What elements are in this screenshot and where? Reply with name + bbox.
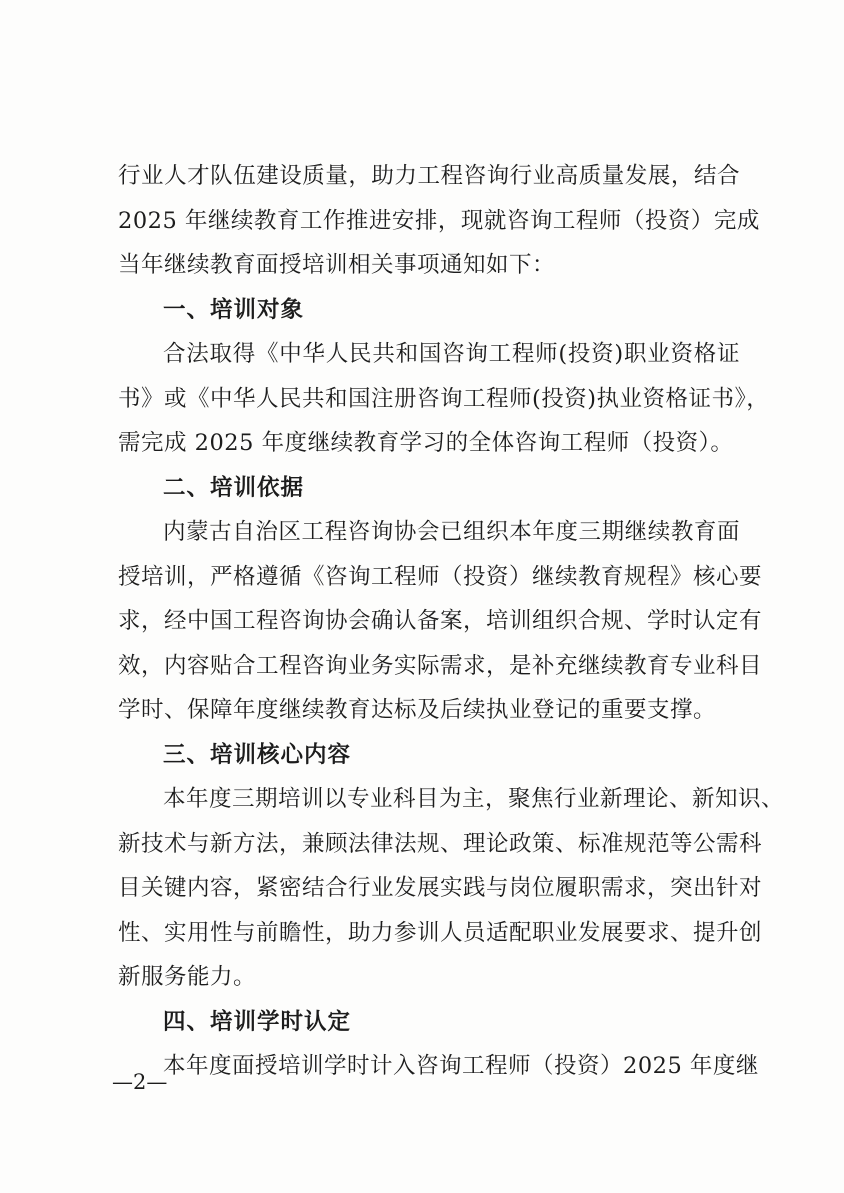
paragraph-line: 性、实用性与前瞻性，助力参训人员适配职业发展要求、提升创 (118, 919, 763, 946)
section-heading: 三、培训核心内容 (163, 741, 352, 768)
paragraph-line: 当年继续教育面授培训相关事项通知如下： (118, 252, 556, 278)
page-number: —2— (112, 1070, 168, 1094)
section-heading: 四、培训学时认定 (163, 1008, 352, 1035)
document-body (118, 154, 785, 1089)
paragraph-line: 新技术与新方法，兼顾法律法规、理论政策、标准规范等公需科 (118, 830, 763, 857)
paragraph-line: 效，内容贴合工程咨询业务实际需求，是补充继续教育专业科目 (118, 652, 763, 679)
paragraph-line: 需完成 2025 年度继续教育学习的全体咨询工程师（投资）。 (118, 430, 734, 456)
paragraph-line: 求，经中国工程咨询协会确认备案，培训组织合规、学时认定有 (118, 608, 763, 634)
paragraph-line: 授培训，严格遵循《咨询工程师（投资）继续教育规程》核心要 (118, 563, 763, 590)
paragraph-line: 书》或《中华人民共和国注册咨询工程师(投资)执业资格证书》， (118, 385, 770, 412)
paragraph-line: 本年度面授培训学时计入咨询工程师（投资）2025 年度继 (163, 1053, 759, 1079)
paragraph-line: 学时、保障年度继续教育达标及后续执业登记的重要支撑。 (118, 697, 717, 723)
paragraph-line: 行业人才队伍建设质量，助力工程咨询行业高质量发展，结合 (118, 163, 740, 189)
section-heading: 一、培训对象 (163, 296, 305, 323)
paragraph-line: 2025 年继续教育工作推进安排，现就咨询工程师（投资）完成 (118, 207, 760, 234)
paragraph-line: 新服务能力。 (118, 964, 257, 990)
section-heading: 二、培训依据 (163, 474, 305, 501)
paragraph-line: 内蒙古自治区工程咨询协会已组织本年度三期继续教育面 (163, 519, 740, 545)
paragraph-line: 本年度三期培训以专业科目为主，聚焦行业新理论、新知识、 (163, 786, 785, 812)
paragraph-line: 合法取得《中华人民共和国咨询工程师(投资)职业资格证 (163, 341, 740, 367)
paragraph-line: 目关键内容，紧密结合行业发展实践与岗位履职需求，突出针对 (118, 875, 763, 901)
